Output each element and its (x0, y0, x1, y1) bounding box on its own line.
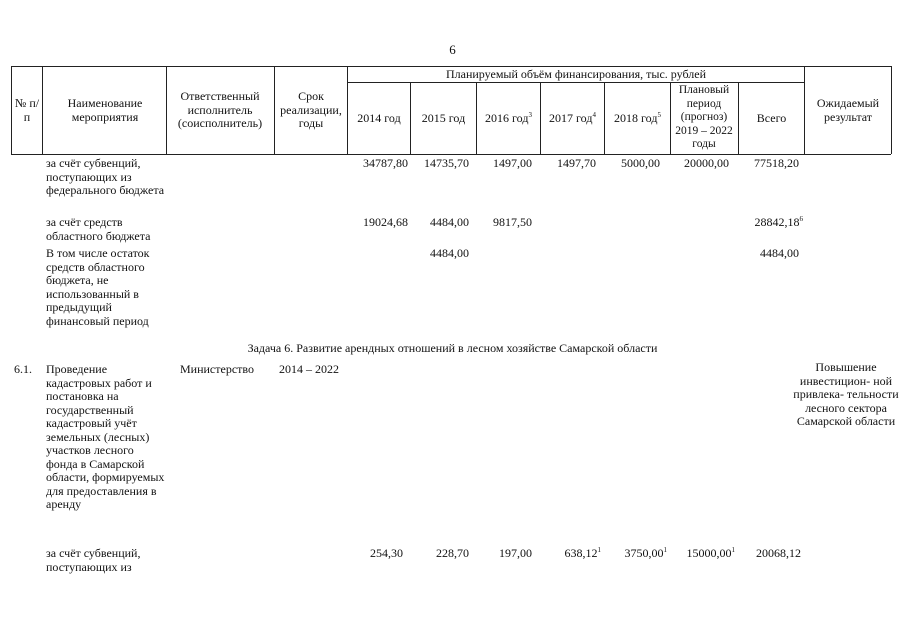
row-bottom-name: за счёт субвенций, поступающих из (46, 546, 141, 574)
row-bottom-2016: 197,00 (499, 546, 532, 560)
funding-subheader-line (347, 82, 804, 83)
header-responsible: Ответственный исполнитель (соисполнитель) (177, 89, 263, 130)
row-regional-2014: 19024,68 (363, 215, 408, 229)
row-federal-2016: 1497,00 (493, 156, 532, 170)
header-year-2014: 2014 год (357, 111, 401, 125)
row-bottom-2014: 254,30 (370, 546, 403, 560)
row-bottom-2017: 638,12$^1$ (564, 546, 601, 560)
item-6-1-name: Проведение кадастровых работ и постановка на государственный кадастровый учёт земельных (лесных) участков лесного фонда в Самарской области, формируемых для предоставления в аренду (46, 362, 165, 511)
row-federal-plan: 20000,00 (684, 156, 729, 170)
row-remainder-2015: 4484,00 (430, 246, 469, 260)
header-plan-period: Плановый период (прогноз) 2019 – 2022 годы (675, 84, 733, 150)
row-federal-name: за счёт субвенций, поступающих из федерального бюджета (46, 156, 165, 197)
row-bottom-2018: 3750,00$^1$ (624, 546, 667, 560)
col-divider (891, 66, 892, 154)
page-number: 6 (449, 42, 456, 57)
item-6-1-responsible: Министерство (180, 362, 254, 376)
header-total: Всего (756, 111, 787, 125)
col-divider (274, 66, 275, 154)
header-year-2018: 2018 год$^5$ (614, 111, 661, 125)
item-6-1-num: 6.1. (14, 362, 32, 376)
row-federal-2015: 14735,70 (424, 156, 469, 170)
header-name: Наименование мероприятия (67, 96, 143, 124)
col-divider (166, 66, 167, 154)
row-federal-2018: 5000,00 (621, 156, 660, 170)
row-federal-total: 77518,20 (754, 156, 799, 170)
row-bottom-total: 20068,12 (756, 546, 801, 560)
header-funding-title: Планируемый объём финансирования, тыс. рублей (445, 67, 706, 81)
row-regional-2016: 9817,50 (493, 215, 532, 229)
header-result: Ожидаемый результат (816, 96, 880, 124)
header-num: № п/п (14, 96, 40, 124)
header-year-2016: 2016 год$^3$ (485, 111, 532, 125)
row-regional-2015: 4484,00 (430, 215, 469, 229)
item-6-1-term: 2014 – 2022 (279, 362, 339, 376)
col-divider (42, 66, 43, 154)
row-bottom-plan: 15000,00$^1$ (686, 546, 735, 560)
row-remainder-total: 4484,00 (760, 246, 799, 260)
header-term: Срок реализации, годы (280, 89, 342, 130)
col-divider (670, 82, 671, 154)
row-regional-name: за счёт средств областного бюджета (46, 215, 151, 243)
row-remainder-name: В том числе остаток средств областного бюджета, не использованный в предыдущий финансовый период (46, 246, 150, 328)
header-year-2015: 2015 год (421, 111, 466, 125)
header-bottom-border (11, 154, 891, 155)
row-bottom-2015: 228,70 (436, 546, 469, 560)
row-federal-2017: 1497,70 (557, 156, 596, 170)
task-6-title: Задача 6. Развитие арендных отношений в лесном хозяйстве Самарской области (247, 341, 658, 355)
header-year-2017: 2017 год$^4$ (549, 111, 596, 125)
item-6-1-result: Повышение инвестицион- ной привлека- тельности лесного сектора Самарской области (793, 360, 899, 428)
row-regional-total: 28842,18$^6$ (754, 215, 803, 229)
row-federal-2014: 34787,80 (363, 156, 408, 170)
